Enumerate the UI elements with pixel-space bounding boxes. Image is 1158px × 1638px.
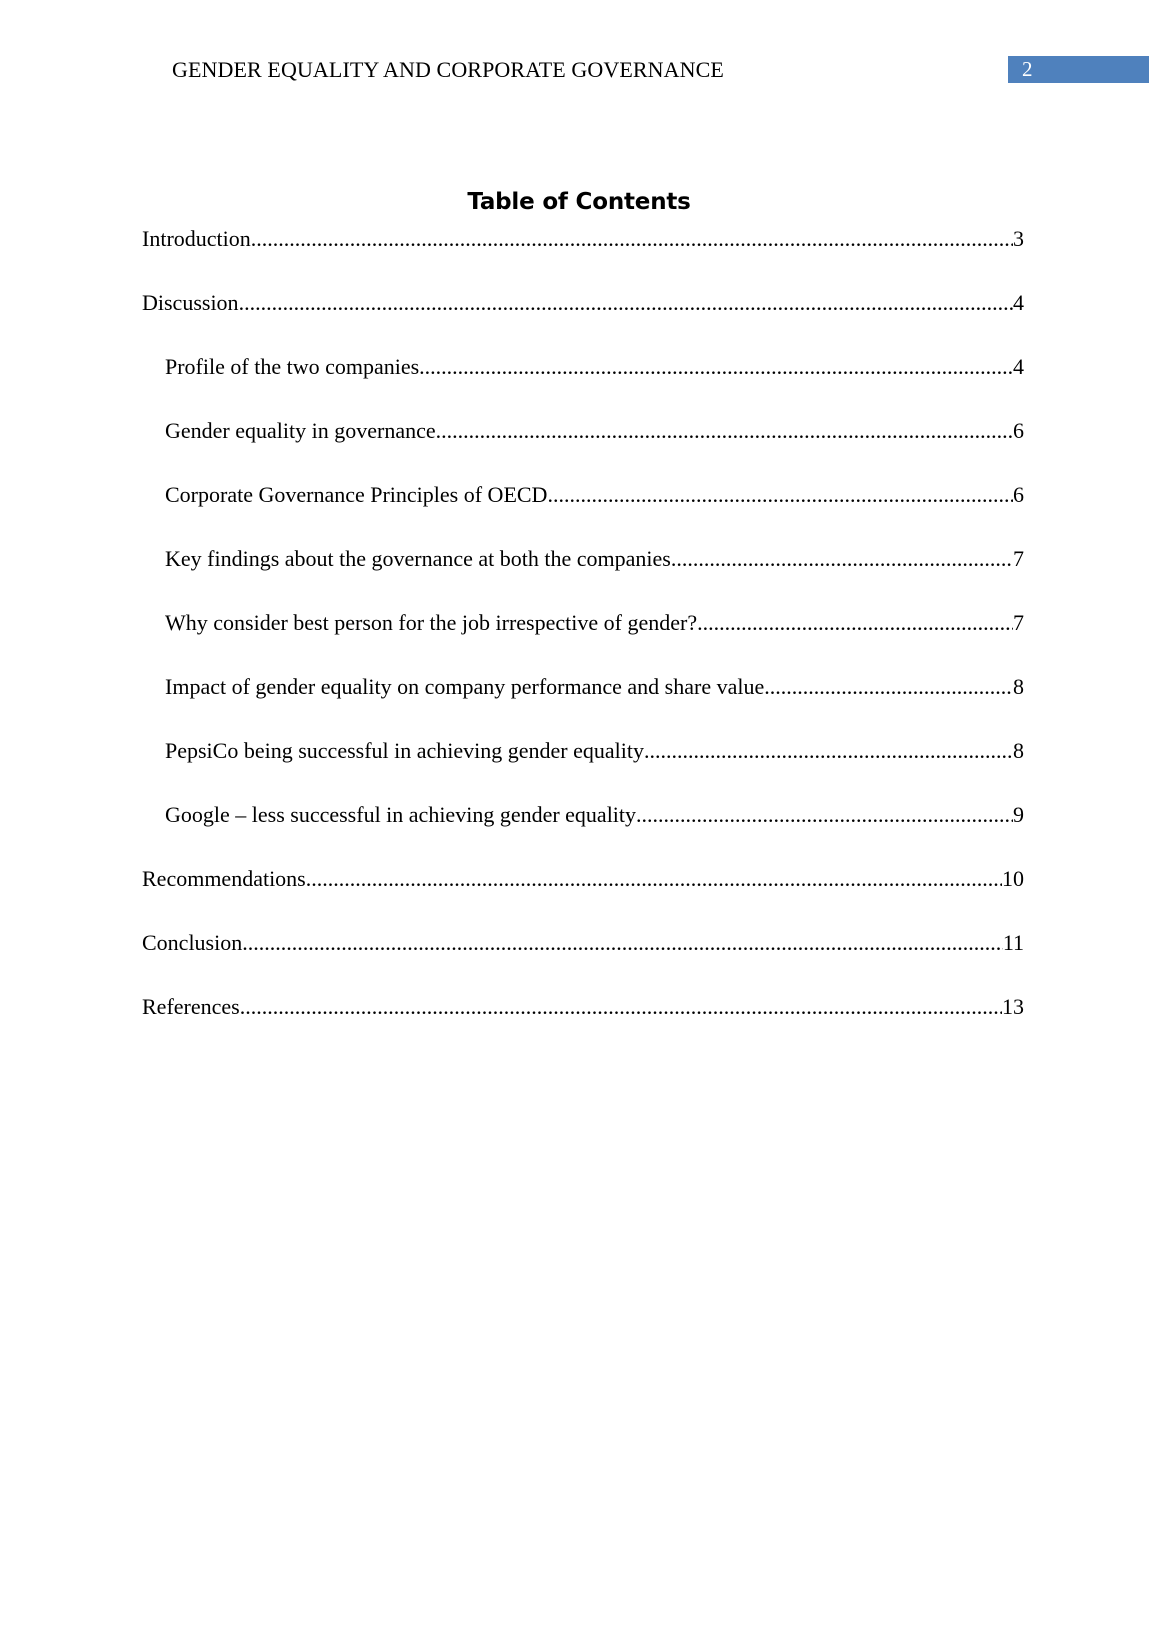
dot-leader	[547, 480, 1013, 510]
dot-leader	[697, 608, 1013, 638]
dot-leader	[242, 928, 1003, 958]
toc-entry-references[interactable]	[142, 992, 1024, 1056]
dot-leader	[764, 672, 1013, 702]
toc-entry-profile[interactable]	[142, 352, 1024, 416]
toc-entry-page: 7	[1013, 610, 1024, 635]
toc-entry-pepsico[interactable]	[142, 736, 1024, 800]
dot-leader	[240, 992, 1002, 1022]
toc-entry-introduction[interactable]	[142, 224, 1024, 288]
table-of-contents	[142, 224, 1024, 1056]
dot-leader	[636, 800, 1013, 830]
toc-entry-page: 13	[1002, 994, 1024, 1019]
toc-entry-key-findings[interactable]	[142, 544, 1024, 608]
toc-entry-label: Discussion	[142, 290, 239, 315]
dot-leader	[436, 416, 1013, 446]
toc-entry-gender-equality-governance[interactable]	[142, 416, 1024, 480]
toc-entry-label: Google – less successful in achieving gender equality	[165, 802, 637, 827]
toc-entry-best-person[interactable]	[142, 608, 1024, 672]
dot-leader	[671, 544, 1013, 574]
toc-entry-page: 4	[1013, 354, 1024, 379]
toc-entry-page: 6	[1013, 418, 1024, 443]
toc-entry-page: 11	[1002, 930, 1024, 955]
toc-entry-label: Introduction	[142, 226, 251, 251]
toc-entry-google[interactable]	[142, 800, 1024, 864]
toc-entry-page: 6	[1013, 482, 1024, 507]
toc-entry-page: 3	[1013, 226, 1024, 251]
dot-leader	[306, 864, 1002, 894]
toc-entry-label: PepsiCo being successful in achieving gender equality	[165, 738, 644, 763]
toc-entry-label: References	[142, 994, 240, 1019]
toc-entry-recommendations[interactable]	[142, 864, 1024, 928]
toc-entry-conclusion[interactable]	[142, 928, 1024, 992]
dot-leader	[419, 352, 1013, 382]
dot-leader	[251, 224, 1013, 254]
toc-entry-label: Recommendations	[142, 866, 306, 891]
toc-entry-impact[interactable]	[142, 672, 1024, 736]
toc-entry-page: 4	[1013, 290, 1024, 315]
toc-entry-label: Impact of gender equality on company performance and share value	[165, 674, 765, 699]
dot-leader	[644, 736, 1013, 766]
toc-entry-discussion[interactable]	[142, 288, 1024, 352]
toc-entry-page: 9	[1013, 802, 1024, 827]
toc-entry-page: 10	[1002, 866, 1024, 891]
toc-entry-label: Profile of the two companies	[165, 354, 420, 379]
toc-entry-label: Conclusion	[142, 930, 243, 955]
dot-leader	[239, 288, 1013, 318]
running-header-title: GENDER EQUALITY AND CORPORATE GOVERNANCE	[172, 57, 724, 82]
toc-entry-label: Corporate Governance Principles of OECD	[165, 482, 548, 507]
toc-entry-page: 8	[1013, 674, 1024, 699]
toc-entry-page: 8	[1013, 738, 1024, 763]
toc-entry-label: Gender equality in governance	[165, 418, 436, 443]
toc-title: Table of Contents	[467, 189, 691, 215]
page-number-badge: 2	[1008, 56, 1149, 83]
toc-entry-page: 7	[1013, 546, 1024, 571]
toc-entry-label: Key findings about the governance at both the companies	[165, 546, 671, 571]
toc-entry-label: Why consider best person for the job irrespective of gender?	[165, 610, 698, 635]
toc-entry-oecd-principles[interactable]	[142, 480, 1024, 544]
